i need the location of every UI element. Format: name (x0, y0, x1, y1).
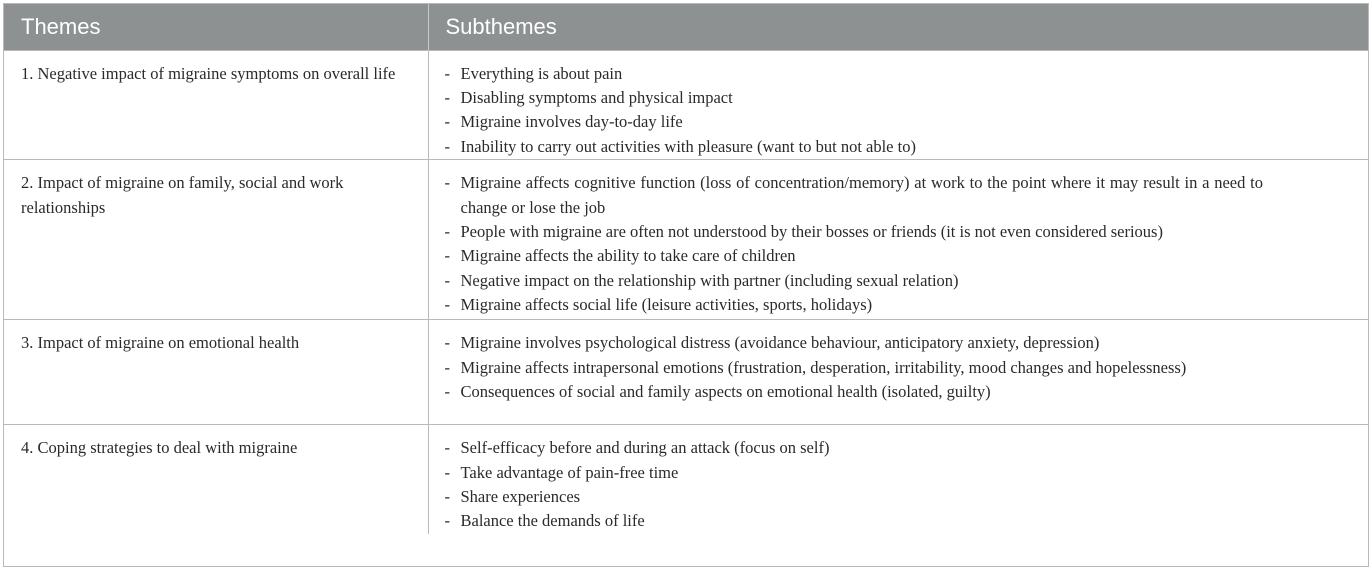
subtheme-text: Migraine involves day-to-day life (460, 112, 683, 132)
subtheme-item (445, 269, 1264, 293)
subtheme-item (445, 62, 1264, 86)
subthemes-cell (428, 320, 1368, 425)
dash-bullet: - (444, 438, 450, 458)
subtheme-list (445, 331, 1264, 404)
dash-bullet: - (444, 112, 450, 132)
subtheme-text: Migraine affects cognitive function (loss of concentration/memory) at work to the point where it may result in a need to change or lose the job (460, 173, 1263, 217)
table-row (4, 50, 1368, 160)
subtheme-item (445, 436, 1264, 460)
themes-table-container (3, 3, 1369, 567)
dash-bullet: - (444, 333, 450, 353)
table-body (4, 50, 1368, 534)
subtheme-list (445, 436, 1264, 534)
subtheme-text: Consequences of social and family aspects on emotional health (isolated, guilty) (460, 381, 991, 401)
subtheme-item (445, 356, 1264, 380)
subtheme-text: People with migraine are often not understood by their bosses or friends (it is not even considered serious) (460, 221, 1163, 241)
dash-bullet: - (444, 87, 450, 107)
subtheme-item (445, 461, 1264, 485)
header-subthemes: Subthemes (428, 4, 1368, 50)
dash-bullet: - (444, 295, 450, 315)
subtheme-item (445, 380, 1264, 404)
theme-cell: 1. Negative impact of migraine symptoms on overall life (4, 50, 428, 160)
subtheme-item (445, 135, 1264, 159)
subtheme-text: Self-efficacy before and during an attack (focus on self) (460, 438, 830, 458)
dash-bullet: - (444, 357, 450, 377)
subtheme-list (445, 62, 1264, 160)
dash-bullet: - (444, 221, 450, 241)
subtheme-item (445, 485, 1264, 509)
table-row (4, 160, 1368, 320)
theme-cell: 3. Impact of migraine on emotional health (4, 320, 428, 425)
subtheme-text: Migraine affects social life (leisure activities, sports, holidays) (460, 295, 873, 315)
dash-bullet: - (444, 462, 450, 482)
subtheme-item (445, 171, 1264, 220)
subthemes-cell (428, 425, 1368, 534)
subtheme-item (445, 110, 1264, 134)
subtheme-text: Negative impact on the relationship with partner (including sexual relation) (460, 270, 959, 290)
themes-table (4, 4, 1368, 534)
table-row (4, 425, 1368, 534)
theme-cell: 4. Coping strategies to deal with migraine (4, 425, 428, 534)
subtheme-item (445, 86, 1264, 110)
subtheme-item (445, 244, 1264, 268)
dash-bullet: - (444, 486, 450, 506)
subtheme-text: Everything is about pain (460, 63, 623, 83)
subtheme-item (445, 509, 1264, 533)
subtheme-text: Migraine affects intrapersonal emotions (frustration, desperation, irritability, mood changes and hopelessness) (460, 357, 1187, 377)
dash-bullet: - (444, 63, 450, 83)
subtheme-text: Disabling symptoms and physical impact (460, 87, 733, 107)
subtheme-list (445, 171, 1264, 317)
dash-bullet: - (444, 381, 450, 401)
table-row (4, 320, 1368, 425)
dash-bullet: - (444, 511, 450, 531)
subtheme-text: Inability to carry out activities with pleasure (want to but not able to) (460, 136, 916, 156)
table-header (4, 4, 1368, 50)
header-row (4, 4, 1368, 50)
subthemes-cell (428, 50, 1368, 160)
subtheme-item (445, 331, 1264, 355)
dash-bullet: - (444, 246, 450, 266)
subtheme-text: Take advantage of pain-free time (460, 462, 679, 482)
dash-bullet: - (444, 136, 450, 156)
subthemes-cell (428, 160, 1368, 320)
subtheme-text: Migraine involves psychological distress (avoidance behaviour, anticipatory anxiety, depression) (460, 333, 1100, 353)
subtheme-text: Migraine affects the ability to take care of children (460, 246, 796, 266)
theme-cell: 2. Impact of migraine on family, social and work relationships (4, 160, 428, 320)
subtheme-text: Balance the demands of life (460, 511, 645, 531)
subtheme-text: Share experiences (460, 486, 581, 506)
subtheme-item (445, 293, 1264, 317)
dash-bullet: - (444, 270, 450, 290)
dash-bullet: - (444, 173, 450, 193)
header-themes: Themes (4, 4, 428, 50)
subtheme-item (445, 220, 1264, 244)
